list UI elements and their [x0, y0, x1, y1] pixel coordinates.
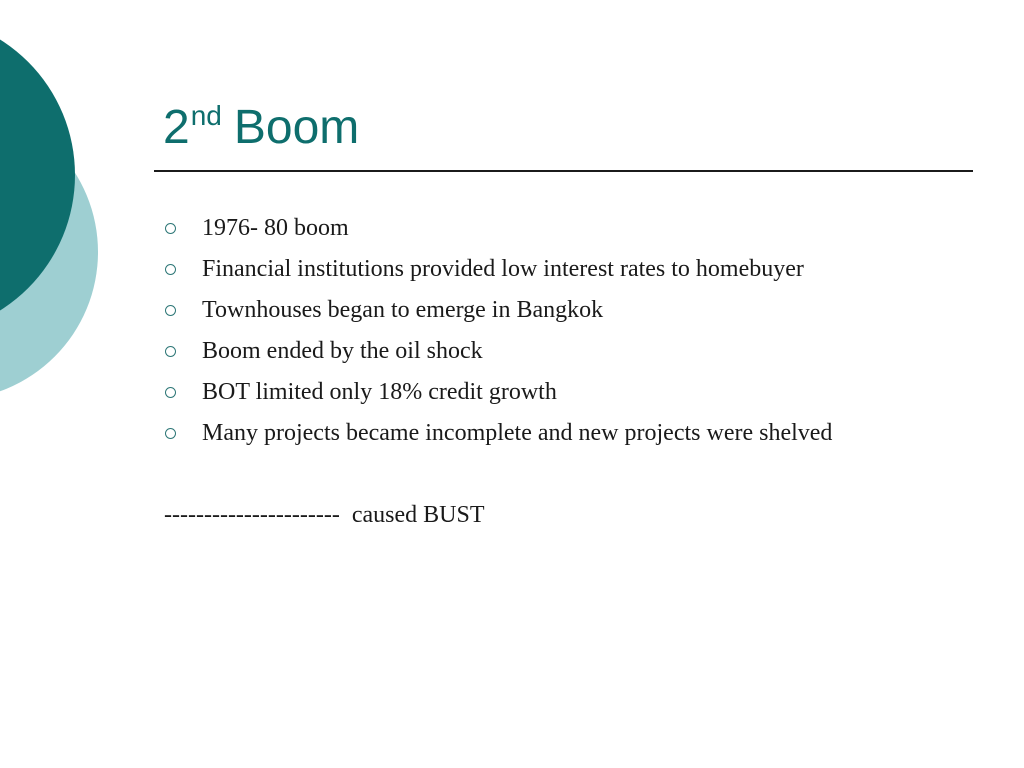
decorative-circles-graphic: [0, 0, 110, 420]
bullet-item: [162, 249, 832, 290]
bullet-text: Boom ended by the oil shock: [202, 338, 483, 364]
bullet-item: [162, 290, 832, 331]
bullet-list: [162, 208, 832, 454]
title-underline-rule: [154, 170, 973, 172]
hollow-circle-bullet-icon: [165, 264, 176, 275]
bullet-text: Townhouses began to emerge in Bangkok: [202, 297, 604, 323]
conclusion-dashes: ----------------------: [164, 502, 340, 528]
bullet-item: [162, 208, 832, 249]
slide-title: [163, 96, 359, 166]
conclusion-line: [164, 495, 484, 536]
hollow-circle-bullet-icon: [165, 346, 176, 357]
hollow-circle-bullet-icon: [165, 305, 176, 316]
bullet-item: [162, 372, 832, 413]
bullet-text: BOT limited only 18% credit growth: [202, 379, 557, 405]
conclusion-text: caused BUST: [351, 502, 485, 528]
hollow-circle-bullet-icon: [165, 223, 176, 234]
title-ordinal-suffix: nd: [190, 100, 222, 131]
decorative-circles: [0, 0, 110, 420]
title-number: 2: [163, 101, 190, 154]
hollow-circle-bullet-icon: [165, 428, 176, 439]
hollow-circle-bullet-icon: [165, 387, 176, 398]
bullet-item: [162, 413, 832, 454]
bullet-text: Financial institutions provided low interest rates to homebuyer: [202, 256, 804, 282]
bullet-text: 1976- 80 boom: [202, 215, 349, 241]
bullet-text: Many projects became incomplete and new projects were shelved: [202, 420, 833, 446]
title-word: Boom: [233, 101, 360, 154]
bullet-item: [162, 331, 832, 372]
